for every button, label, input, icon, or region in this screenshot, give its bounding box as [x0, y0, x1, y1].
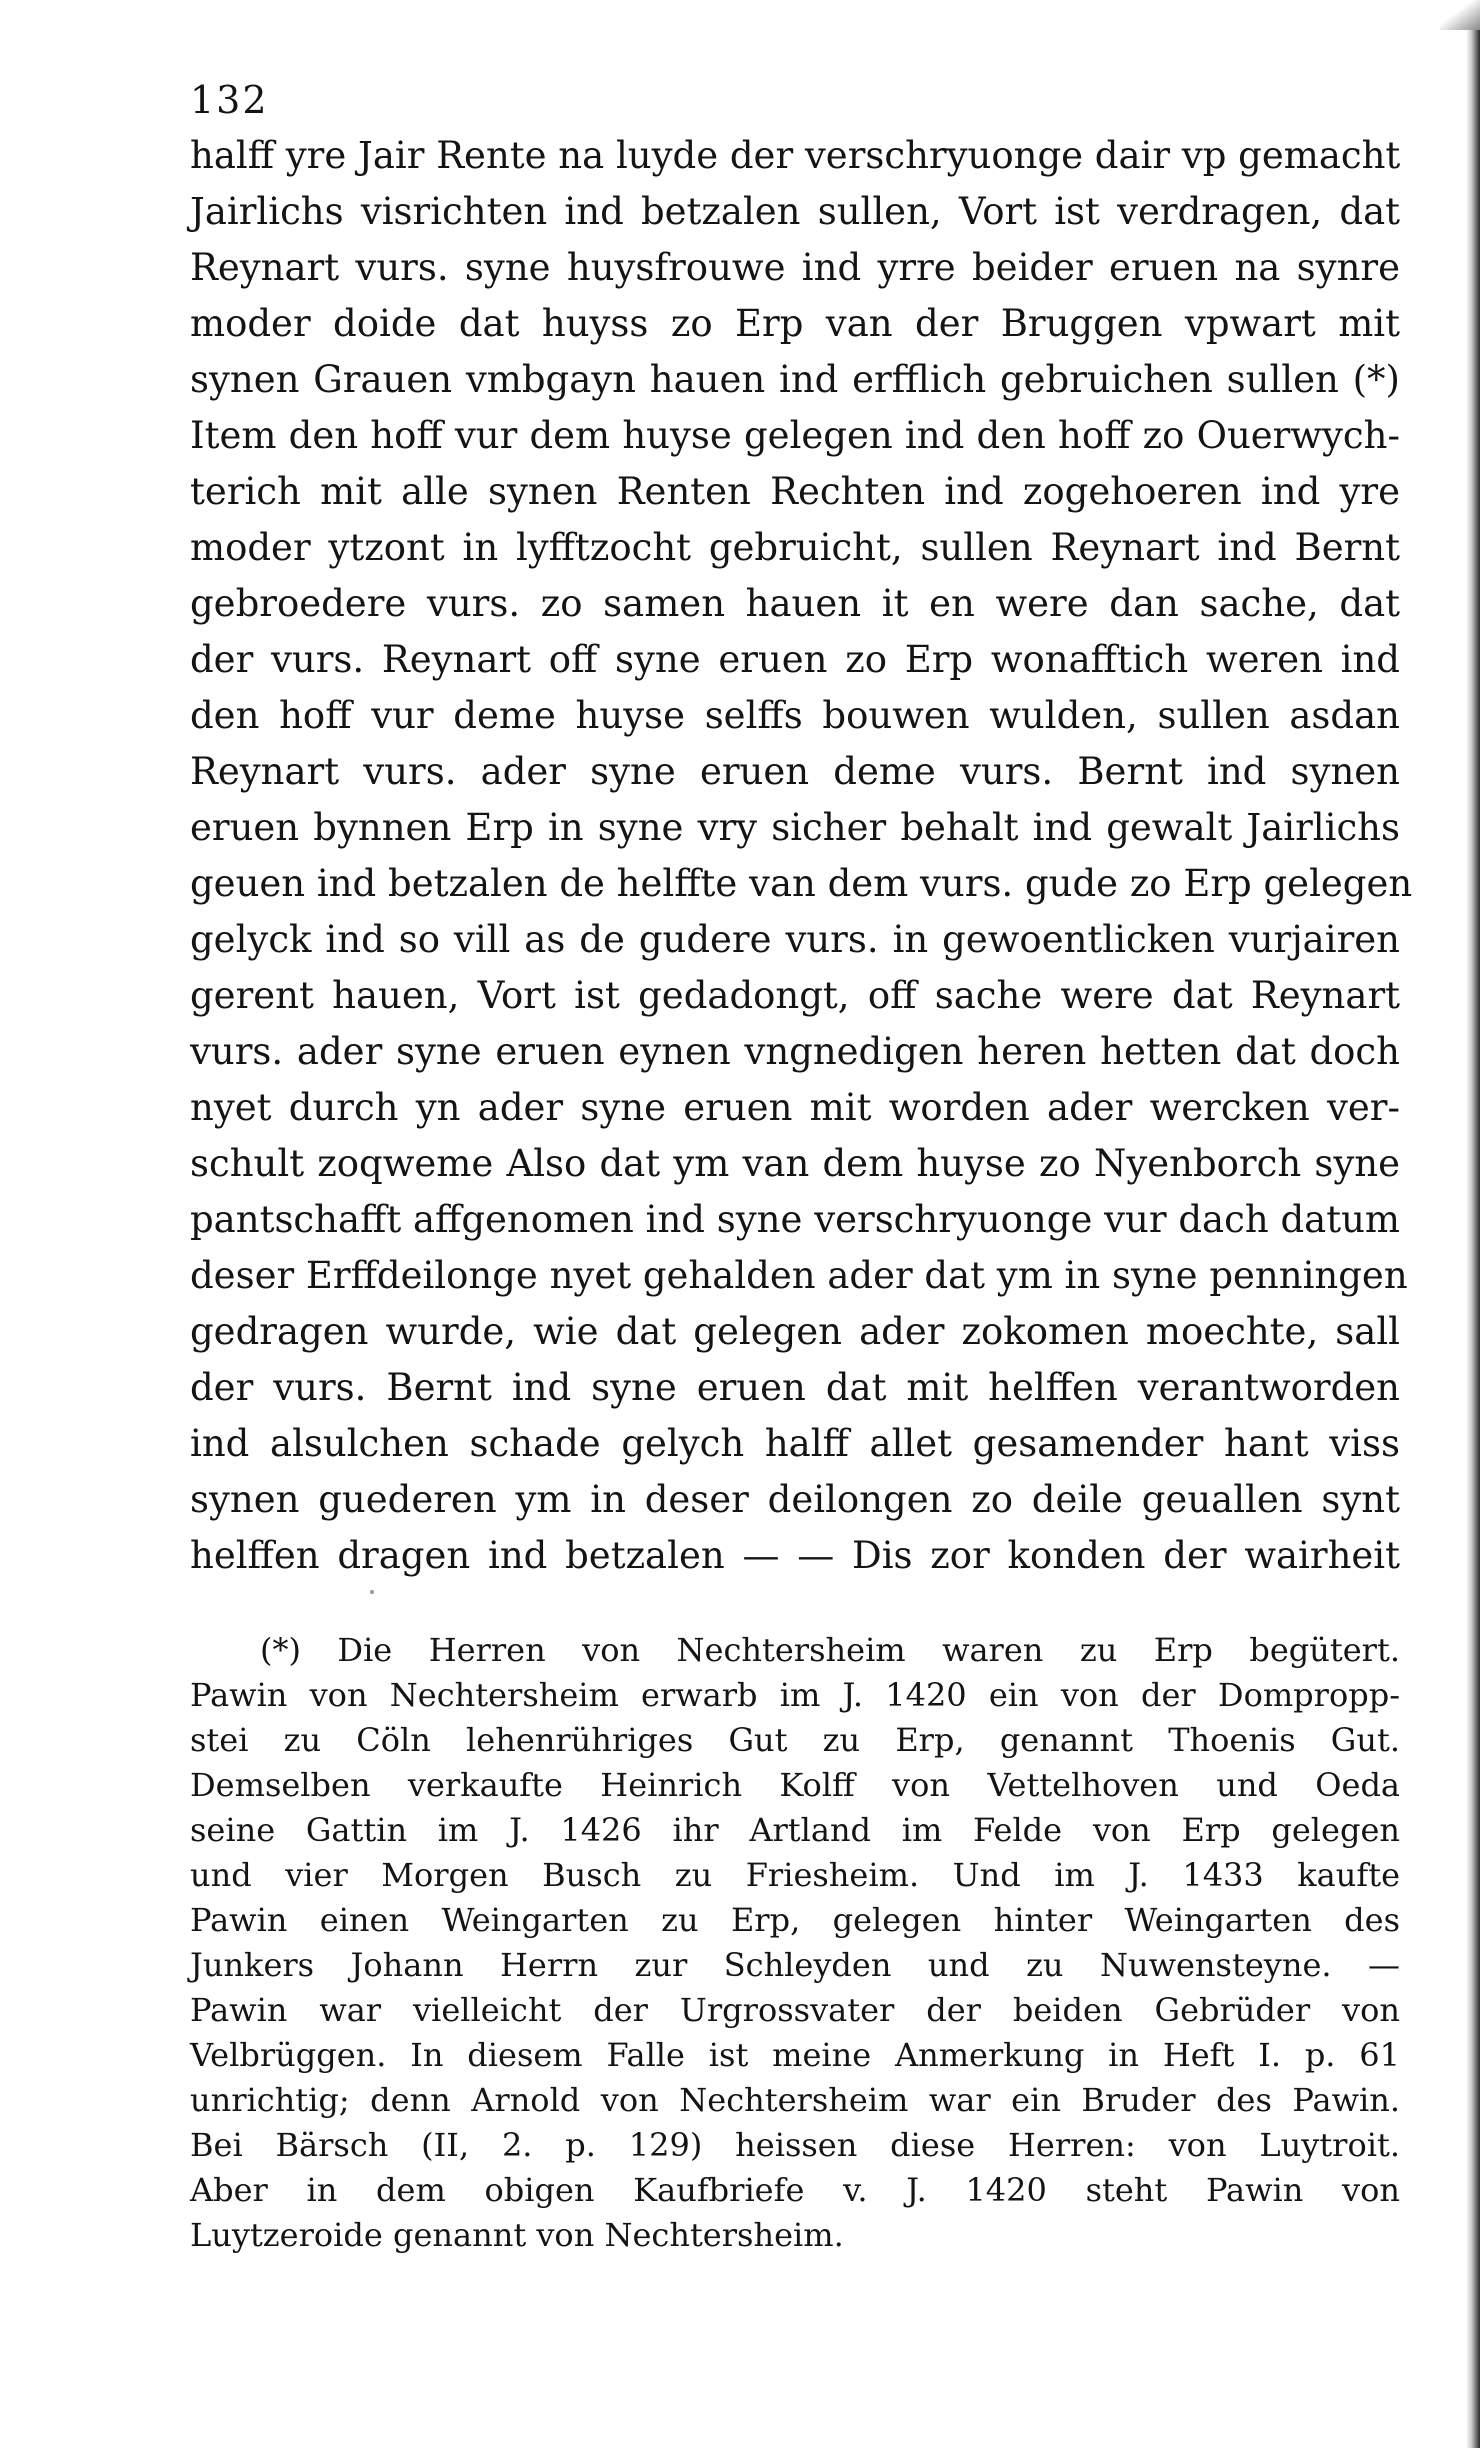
text-line: terich mit alle synen Renten Rechten ind zogehoeren ind yre — [190, 470, 1400, 513]
text-line: eruen bynnen Erp in syne vry sicher behalt ind gewalt Jairlichs — [190, 806, 1400, 849]
footnote-block — [190, 1628, 1400, 2258]
text-line: der vurs. Reynart off syne eruen zo Erp wonafftich weren ind — [190, 638, 1400, 681]
text-line: gerent hauen, Vort ist gedadongt, off sache were dat Reynart — [190, 974, 1400, 1017]
text-line: moder ytzont in lyfftzocht gebruicht, sullen Reynart ind Bernt — [190, 526, 1400, 569]
text-line: Reynart vurs. ader syne eruen deme vurs. Bernt ind synen — [190, 750, 1400, 793]
text-line: synen Grauen vmbgayn hauen ind erfflich gebruichen sullen (*) — [190, 358, 1400, 401]
text-line: geuen ind betzalen de helffte van dem vurs. gude zo Erp gelegen — [190, 862, 1413, 905]
footnote-line: Aber in dem obigen Kaufbriefe v. J. 1420 steht Pawin von — [190, 2171, 1400, 2209]
footnote-line: Pawin von Nechtersheim erwarb im J. 1420 ein von der Dompropp- — [190, 1676, 1400, 1714]
text-line: gelyck ind so vill as de gudere vurs. in gewoentlicken vurjairen — [190, 918, 1400, 961]
text-line: gebroedere vurs. zo samen hauen it en were dan sache, dat — [190, 582, 1400, 625]
text-line: schult zoqweme Also dat ym van dem huyse zo Nyenborch syne — [190, 1142, 1400, 1185]
text-line: vurs. ader syne eruen eynen vngnedigen heren hetten dat doch — [190, 1030, 1400, 1073]
text-line: deser Erffdeilonge nyet gehalden ader dat ym in syne penningen — [190, 1254, 1408, 1297]
text-line: ind alsulchen schade gelych halff allet gesamender hant viss — [190, 1422, 1400, 1465]
text-line: Reynart vurs. syne huysfrouwe ind yrre beider eruen na synre — [190, 246, 1400, 289]
footnote-line: Pawin einen Weingarten zu Erp, gelegen hinter Weingarten des — [190, 1901, 1400, 1939]
footnote-line: Velbrüggen. In diesem Falle ist meine Anmerkung in Heft I. p. 61 — [190, 2036, 1400, 2074]
ink-speck — [370, 1590, 374, 1594]
text-line: pantschafft affgenomen ind syne verschryuonge vur dach datum — [190, 1198, 1400, 1241]
footnote-line: Luytzeroide genannt von Nechtersheim. — [190, 2216, 844, 2254]
text-line: gedragen wurde, wie dat gelegen ader zokomen moechte, sall — [190, 1310, 1400, 1353]
text-line: moder doide dat huyss zo Erp van der Bruggen vpwart mit — [190, 302, 1400, 345]
page-corner-shadow — [1440, 0, 1480, 30]
footnote-line: Pawin war vielleicht der Urgrossvater der beiden Gebrüder von — [190, 1991, 1400, 2029]
text-line: halff yre Jair Rente na luyde der verschryuonge dair vp gemacht — [190, 134, 1401, 177]
footnote-line: stei zu Cöln lehenrühriges Gut zu Erp, genannt Thoenis Gut. — [190, 1721, 1400, 1759]
text-line: Jairlichs visrichten ind betzalen sullen, Vort ist verdragen, dat — [190, 190, 1400, 233]
text-line: den hoff vur deme huyse selffs bouwen wulden, sullen asdan — [190, 694, 1400, 737]
text-line: nyet durch yn ader syne eruen mit worden ader wercken ver- — [190, 1086, 1400, 1129]
footnote-line: Demselben verkaufte Heinrich Kolff von Vettelhoven und Oeda — [190, 1766, 1400, 1804]
main-text-block — [190, 128, 1413, 1584]
footnote-line: Junkers Johann Herrn zur Schleyden und zu Nuwensteyne. — — [190, 1946, 1400, 1984]
text-line: Item den hoff vur dem huyse gelegen ind den hoff zo Ouerwych- — [190, 414, 1400, 457]
footnote-line: (*) Die Herren von Nechtersheim waren zu Erp begütert. — [260, 1631, 1400, 1669]
page-edge-shadow — [1466, 0, 1480, 2448]
footnote-line: seine Gattin im J. 1426 ihr Artland im Felde von Erp gelegen — [190, 1811, 1400, 1849]
footnote-line: Bei Bärsch (II, 2. p. 129) heissen diese Herren: von Luytroit. — [190, 2126, 1400, 2164]
text-line: helffen dragen ind betzalen — — Dis zor konden der wairheit — [190, 1534, 1400, 1577]
footnote-line: unrichtig; denn Arnold von Nechtersheim war ein Bruder des Pawin. — [190, 2081, 1400, 2119]
text-line: der vurs. Bernt ind syne eruen dat mit helffen verantworden — [190, 1366, 1400, 1409]
page-number: 132 — [190, 78, 269, 122]
text-line: synen guederen ym in deser deilongen zo deile geuallen synt — [190, 1478, 1400, 1521]
footnote-line: und vier Morgen Busch zu Friesheim. Und im J. 1433 kaufte — [190, 1856, 1400, 1894]
